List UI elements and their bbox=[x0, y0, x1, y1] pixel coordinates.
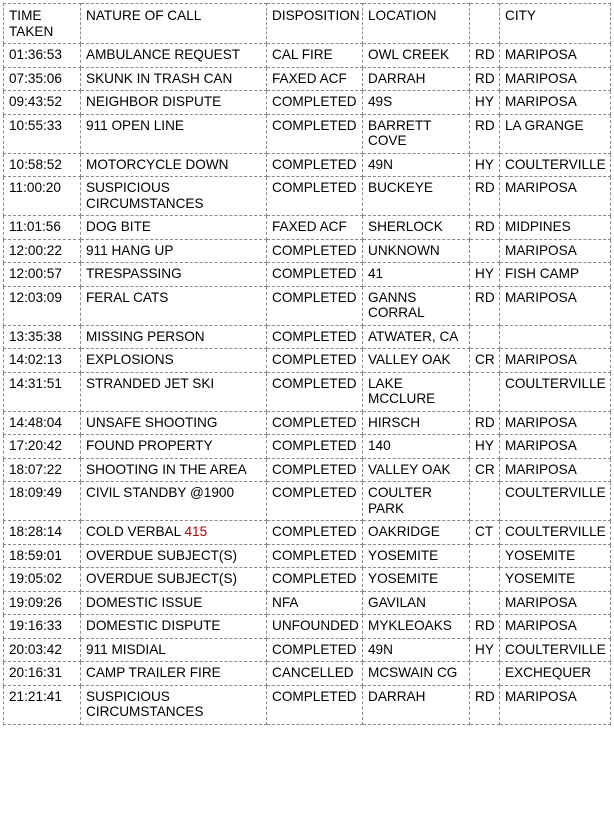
cell-location: LAKE MCCLURE bbox=[363, 372, 470, 411]
nature-text: COLD VERBAL bbox=[86, 524, 181, 539]
table-row bbox=[4, 153, 611, 177]
cell-time: 19:09:26 bbox=[4, 591, 81, 615]
table-row bbox=[4, 591, 611, 615]
cell-time: 18:28:14 bbox=[4, 521, 81, 545]
cell-city: COULTERVILLE bbox=[500, 638, 611, 662]
cell-city: MARIPOSA bbox=[500, 411, 611, 435]
cell-city: MARIPOSA bbox=[500, 685, 611, 724]
cell-city: FISH CAMP bbox=[500, 263, 611, 287]
cell-time: 14:48:04 bbox=[4, 411, 81, 435]
cell-location: DARRAH bbox=[363, 685, 470, 724]
table-row bbox=[4, 435, 611, 459]
cell-nature-of-call: 911 HANG UP bbox=[81, 239, 267, 263]
table-row bbox=[4, 91, 611, 115]
cell-nature-of-call: EXPLOSIONS bbox=[81, 349, 267, 373]
cell-nature-of-call: UNSAFE SHOOTING bbox=[81, 411, 267, 435]
cell-city: COULTERVILLE bbox=[500, 153, 611, 177]
cell-location: SHERLOCK bbox=[363, 216, 470, 240]
cell-location: COULTER PARK bbox=[363, 482, 470, 521]
cell-time: 19:16:33 bbox=[4, 615, 81, 639]
cell-city: MARIPOSA bbox=[500, 91, 611, 115]
header-row bbox=[4, 4, 611, 44]
cell-street-suffix bbox=[470, 662, 500, 686]
cell-disposition: COMPLETED bbox=[267, 286, 363, 325]
cell-city: MARIPOSA bbox=[500, 239, 611, 263]
cell-time: 14:02:13 bbox=[4, 349, 81, 373]
table-row bbox=[4, 67, 611, 91]
cell-disposition: CAL FIRE bbox=[267, 44, 363, 68]
cell-street-suffix bbox=[470, 591, 500, 615]
cell-street-suffix: CT bbox=[470, 521, 500, 545]
cell-location: HIRSCH bbox=[363, 411, 470, 435]
cell-location: ATWATER, CA bbox=[363, 325, 470, 349]
cell-disposition: FAXED ACF bbox=[267, 216, 363, 240]
cell-city: MARIPOSA bbox=[500, 44, 611, 68]
header-street-suffix bbox=[470, 4, 500, 44]
cell-disposition: UNFOUNDED bbox=[267, 615, 363, 639]
cell-street-suffix bbox=[470, 239, 500, 263]
cell-disposition: COMPLETED bbox=[267, 325, 363, 349]
header-time-taken: TIME TAKEN bbox=[4, 4, 81, 44]
cell-street-suffix: RD bbox=[470, 286, 500, 325]
cell-disposition: CANCELLED bbox=[267, 662, 363, 686]
cell-street-suffix: HY bbox=[470, 263, 500, 287]
cell-disposition: COMPLETED bbox=[267, 349, 363, 373]
cell-time: 11:01:56 bbox=[4, 216, 81, 240]
table-row bbox=[4, 177, 611, 216]
cell-nature-of-call: SUSPICIOUS CIRCUMSTANCES bbox=[81, 177, 267, 216]
cell-location: OAKRIDGE bbox=[363, 521, 470, 545]
table-row bbox=[4, 458, 611, 482]
cell-city: MIDPINES bbox=[500, 216, 611, 240]
cell-location: YOSEMITE bbox=[363, 544, 470, 568]
cell-street-suffix: RD bbox=[470, 177, 500, 216]
cell-location: MCSWAIN CG bbox=[363, 662, 470, 686]
cell-time: 19:05:02 bbox=[4, 568, 81, 592]
cell-disposition: COMPLETED bbox=[267, 521, 363, 545]
cell-nature-of-call: 911 MISDIAL bbox=[81, 638, 267, 662]
table-row bbox=[4, 544, 611, 568]
cell-location: 49N bbox=[363, 153, 470, 177]
cell-street-suffix: RD bbox=[470, 114, 500, 153]
cell-street-suffix bbox=[470, 568, 500, 592]
cell-street-suffix: RD bbox=[470, 67, 500, 91]
table-row bbox=[4, 216, 611, 240]
cell-location: GAVILAN bbox=[363, 591, 470, 615]
cell-nature-of-call: FOUND PROPERTY bbox=[81, 435, 267, 459]
cell-location: VALLEY OAK bbox=[363, 458, 470, 482]
cell-city: MARIPOSA bbox=[500, 349, 611, 373]
header-disposition: DISPOSITION bbox=[267, 4, 363, 44]
cell-nature-of-call: DOMESTIC DISPUTE bbox=[81, 615, 267, 639]
cell-nature-of-call: TRESPASSING bbox=[81, 263, 267, 287]
table-row bbox=[4, 662, 611, 686]
cell-city bbox=[500, 325, 611, 349]
table-row bbox=[4, 411, 611, 435]
cell-location: UNKNOWN bbox=[363, 239, 470, 263]
cell-time: 12:00:22 bbox=[4, 239, 81, 263]
cell-time: 12:00:57 bbox=[4, 263, 81, 287]
cell-time: 18:07:22 bbox=[4, 458, 81, 482]
cell-location: YOSEMITE bbox=[363, 568, 470, 592]
cell-time: 11:00:20 bbox=[4, 177, 81, 216]
cell-city: YOSEMITE bbox=[500, 544, 611, 568]
table-row bbox=[4, 615, 611, 639]
cell-nature-of-call: CIVIL STANDBY @1900 bbox=[81, 482, 267, 521]
cell-location: VALLEY OAK bbox=[363, 349, 470, 373]
cell-street-suffix bbox=[470, 544, 500, 568]
cell-city: MARIPOSA bbox=[500, 286, 611, 325]
cell-time: 13:35:38 bbox=[4, 325, 81, 349]
call-log-table bbox=[3, 3, 611, 725]
table-row bbox=[4, 482, 611, 521]
cell-time: 10:55:33 bbox=[4, 114, 81, 153]
cell-city: MARIPOSA bbox=[500, 591, 611, 615]
table-body bbox=[4, 44, 611, 725]
cell-street-suffix: CR bbox=[470, 349, 500, 373]
cell-nature-of-call: MOTORCYCLE DOWN bbox=[81, 153, 267, 177]
cell-nature-of-call: SUSPICIOUS CIRCUMSTANCES bbox=[81, 685, 267, 724]
cell-city: COULTERVILLE bbox=[500, 372, 611, 411]
cell-city: MARIPOSA bbox=[500, 615, 611, 639]
table-row bbox=[4, 263, 611, 287]
cell-city: EXCHEQUER bbox=[500, 662, 611, 686]
cell-location: 140 bbox=[363, 435, 470, 459]
table-header bbox=[4, 4, 611, 44]
table-row bbox=[4, 44, 611, 68]
cell-city: MARIPOSA bbox=[500, 458, 611, 482]
cell-city: MARIPOSA bbox=[500, 177, 611, 216]
cell-street-suffix: RD bbox=[470, 615, 500, 639]
cell-city: YOSEMITE bbox=[500, 568, 611, 592]
header-city: CITY bbox=[500, 4, 611, 44]
cell-nature-of-call: NEIGHBOR DISPUTE bbox=[81, 91, 267, 115]
header-location: LOCATION bbox=[363, 4, 470, 44]
cell-nature-of-call: OVERDUE SUBJECT(S) bbox=[81, 568, 267, 592]
cell-disposition: COMPLETED bbox=[267, 114, 363, 153]
cell-location: BARRETT COVE bbox=[363, 114, 470, 153]
cell-street-suffix: HY bbox=[470, 435, 500, 459]
cell-street-suffix: HY bbox=[470, 153, 500, 177]
cell-street-suffix: CR bbox=[470, 458, 500, 482]
table-row bbox=[4, 239, 611, 263]
cell-disposition: NFA bbox=[267, 591, 363, 615]
cell-street-suffix: RD bbox=[470, 411, 500, 435]
cell-city: COULTERVILLE bbox=[500, 521, 611, 545]
cell-city: MARIPOSA bbox=[500, 67, 611, 91]
table-row bbox=[4, 685, 611, 724]
cell-location: OWL CREEK bbox=[363, 44, 470, 68]
cell-nature-of-call: SKUNK IN TRASH CAN bbox=[81, 67, 267, 91]
cell-location: GANNS CORRAL bbox=[363, 286, 470, 325]
cell-street-suffix: HY bbox=[470, 91, 500, 115]
code-highlight: 415 bbox=[184, 524, 208, 539]
cell-disposition: COMPLETED bbox=[267, 458, 363, 482]
cell-location: 49S bbox=[363, 91, 470, 115]
header-nature-of-call: NATURE OF CALL bbox=[81, 4, 267, 44]
cell-nature-of-call: FERAL CATS bbox=[81, 286, 267, 325]
cell-time: 01:36:53 bbox=[4, 44, 81, 68]
table-row bbox=[4, 638, 611, 662]
cell-time: 21:21:41 bbox=[4, 685, 81, 724]
cell-location: 41 bbox=[363, 263, 470, 287]
cell-disposition: COMPLETED bbox=[267, 638, 363, 662]
cell-time: 14:31:51 bbox=[4, 372, 81, 411]
cell-time: 18:09:49 bbox=[4, 482, 81, 521]
cell-time: 09:43:52 bbox=[4, 91, 81, 115]
cell-nature-of-call: DOG BITE bbox=[81, 216, 267, 240]
cell-nature-of-call: 911 OPEN LINE bbox=[81, 114, 267, 153]
cell-location: MYKLEOAKS bbox=[363, 615, 470, 639]
cell-location: DARRAH bbox=[363, 67, 470, 91]
table-row bbox=[4, 349, 611, 373]
cell-disposition: COMPLETED bbox=[267, 685, 363, 724]
cell-disposition: FAXED ACF bbox=[267, 67, 363, 91]
cell-city: LA GRANGE bbox=[500, 114, 611, 153]
cell-disposition: COMPLETED bbox=[267, 411, 363, 435]
cell-location: BUCKEYE bbox=[363, 177, 470, 216]
cell-street-suffix bbox=[470, 482, 500, 521]
cell-disposition: COMPLETED bbox=[267, 91, 363, 115]
cell-disposition: COMPLETED bbox=[267, 263, 363, 287]
cell-time: 07:35:06 bbox=[4, 67, 81, 91]
cell-nature-of-call: DOMESTIC ISSUE bbox=[81, 591, 267, 615]
table-row bbox=[4, 521, 611, 545]
cell-disposition: COMPLETED bbox=[267, 482, 363, 521]
cell-street-suffix: RD bbox=[470, 216, 500, 240]
table-row bbox=[4, 568, 611, 592]
cell-street-suffix bbox=[470, 325, 500, 349]
cell-disposition: COMPLETED bbox=[267, 435, 363, 459]
cell-nature-of-call: CAMP TRAILER FIRE bbox=[81, 662, 267, 686]
table-row bbox=[4, 114, 611, 153]
cell-time: 20:03:42 bbox=[4, 638, 81, 662]
cell-street-suffix: RD bbox=[470, 44, 500, 68]
cell-nature-of-call: SHOOTING IN THE AREA bbox=[81, 458, 267, 482]
table-row bbox=[4, 325, 611, 349]
cell-time: 12:03:09 bbox=[4, 286, 81, 325]
cell-disposition: COMPLETED bbox=[267, 177, 363, 216]
cell-time: 17:20:42 bbox=[4, 435, 81, 459]
table-row bbox=[4, 286, 611, 325]
cell-location: 49N bbox=[363, 638, 470, 662]
cell-disposition: COMPLETED bbox=[267, 372, 363, 411]
table-row bbox=[4, 372, 611, 411]
cell-time: 18:59:01 bbox=[4, 544, 81, 568]
cell-disposition: COMPLETED bbox=[267, 239, 363, 263]
cell-nature-of-call bbox=[81, 521, 267, 545]
cell-disposition: COMPLETED bbox=[267, 544, 363, 568]
cell-street-suffix: HY bbox=[470, 638, 500, 662]
cell-city: COULTERVILLE bbox=[500, 482, 611, 521]
cell-disposition: COMPLETED bbox=[267, 153, 363, 177]
cell-time: 10:58:52 bbox=[4, 153, 81, 177]
cell-time: 20:16:31 bbox=[4, 662, 81, 686]
cell-street-suffix bbox=[470, 372, 500, 411]
cell-street-suffix: RD bbox=[470, 685, 500, 724]
cell-disposition: COMPLETED bbox=[267, 568, 363, 592]
cell-nature-of-call: AMBULANCE REQUEST bbox=[81, 44, 267, 68]
cell-nature-of-call: MISSING PERSON bbox=[81, 325, 267, 349]
cell-nature-of-call: OVERDUE SUBJECT(S) bbox=[81, 544, 267, 568]
cell-city: MARIPOSA bbox=[500, 435, 611, 459]
cell-nature-of-call: STRANDED JET SKI bbox=[81, 372, 267, 411]
